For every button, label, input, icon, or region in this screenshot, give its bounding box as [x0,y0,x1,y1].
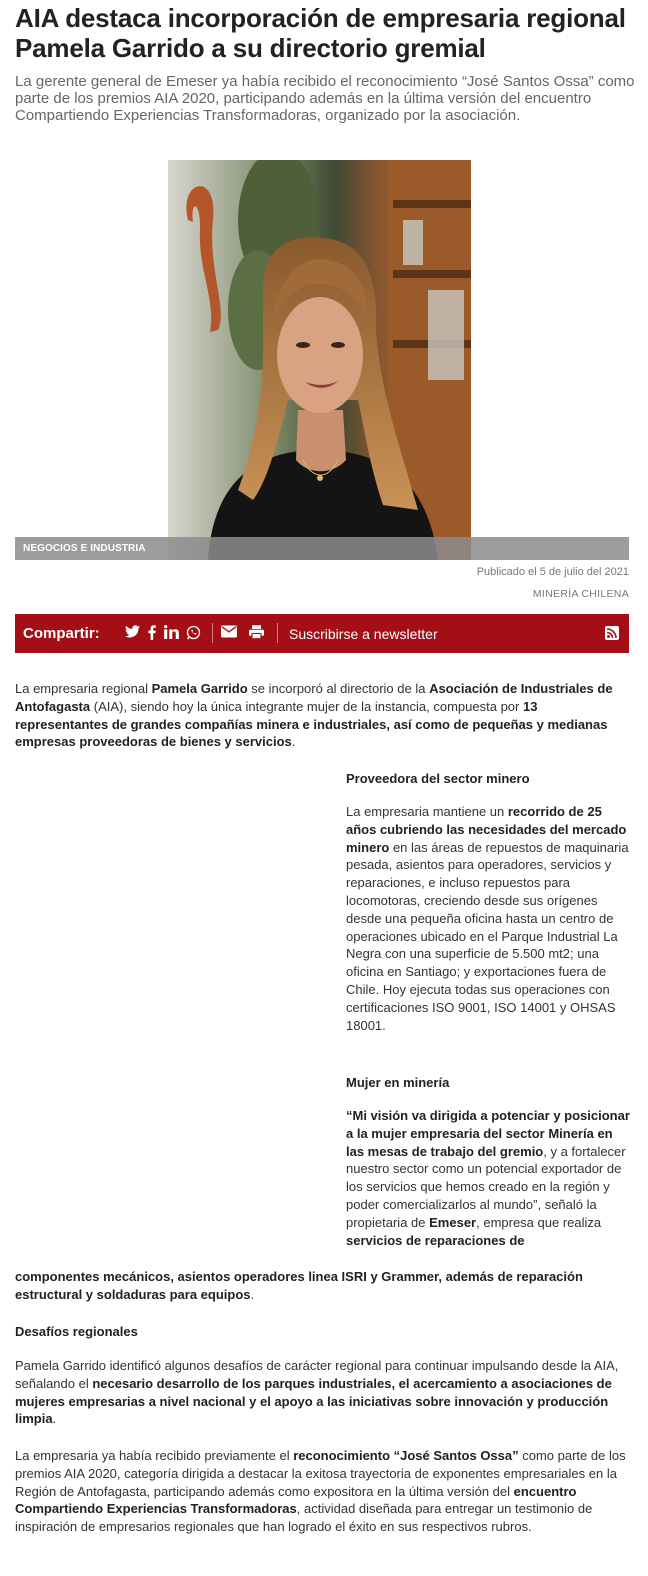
rss-icon[interactable] [605,626,619,640]
divider [212,623,213,643]
subheading-mujer: Mujer en minería [346,1075,450,1090]
category-label[interactable]: NEGOCIOS E INDUSTRIA [23,543,146,554]
article-title: AIA destaca incorporación de empresaria regional Pamela Garrido a su directorio gremial [15,3,626,63]
paragraph-proveedora: La empresaria mantiene un recorrido de 25 años cubriendo las necesidades del mercado minero en las áreas de repuestos de maquinaria pesada, asientos para operadores, servicios y reparaciones, e incluso repuestos para locomotoras, creciendo desde sus orígenes desde una pequeña oficina hasta un centro de operaciones ubicado en el Parque Industrial La Negra con una superficie de 5.500 mt2; una oficina en Santiago; y exportaciones fuera de Chile. Hoy ejecuta todas sus operaciones con certificaciones ISO 9001, ISO 14001 y OHSAS 18001. [346,804,629,1033]
portrait-illustration [168,160,471,560]
facebook-icon[interactable] [148,625,156,643]
newsletter-link[interactable]: Suscribirse a newsletter [289,626,438,642]
subheading-proveedora: Proveedora del sector minero [346,771,530,786]
article-lead: La gerente general de Emeser ya había recibido el reconocimiento “José Santos Ossa” como parte de los premios AIA 2020, participando además en la última versión del encuentro Compartiendo Experiencias Transformadoras, organizado por la asociación. [15,73,635,124]
linkedin-icon[interactable] [164,625,179,642]
paragraph-desafios: Pamela Garrido identificó algunos desafíos de carácter regional para continuar impulsando desde la AIA, señalando el necesario desarrollo de los parques industriales, el acercamiento a asociaciones de mujeres empresarias a nivel nacional y el apoyo a las iniciativas sobre innovación y producción limpia. [15,1358,619,1427]
paragraph-reconocimiento: La empresaria ya había recibido previamente el reconocimiento “José Santos Ossa” como parte de los premios AIA 2020, categoría dirigida a destacar la exitosa trayectoria de exponentes empresariales en la Región de Antofagasta, participando además como expositora en la última versión del encuentro Compartiendo Experiencias Transformadoras, actividad diseñada para entregar un testimonio de inspiración de empresarios regionales que han logrado el éxito en sus respectivos rubros. [15,1448,626,1535]
paragraph-quote: “Mi visión va dirigida a potenciar y posicionar a la mujer empresaria del sector Minería en las mesas de trabajo del gremio, y a fortalecer nuestro sector como un potencial exportador de los servicios que hemos creado en la región y poder comercializarlos al mundo”, señaló la propietaria de Emeser, empresa que realiza servicios de reparaciones de [346,1108,630,1248]
subheading-desafios: Desafíos regionales [15,1324,138,1339]
publication-date: Publicado el 5 de julio del 2021 [476,566,629,578]
email-icon[interactable] [221,625,237,641]
paragraph-intro: La empresaria regional Pamela Garrido se incorporó al directorio de la Asociación de Industriales de Antofagasta (AIA), siendo hoy la única integrante mujer de la instancia, compuesta por 13 representantes de grandes compañías minera e industriales, así como de pequeñas y medianas empresas proveedoras de bienes y servicios. [15,681,613,750]
paragraph-quote-continued: componentes mecánicos, asientos operadores linea ISRI y Grammer, además de reparación estructural y soldaduras para equipos. [15,1269,583,1302]
print-icon[interactable] [249,625,264,642]
twitter-icon[interactable] [125,625,140,641]
article-photo [168,160,471,560]
whatsapp-icon[interactable] [186,625,201,643]
source-name[interactable]: MINERÍA CHILENA [532,588,629,600]
category-bar [15,537,629,560]
divider [277,623,278,643]
share-bar [15,614,629,653]
share-label: Compartir: [23,625,100,642]
